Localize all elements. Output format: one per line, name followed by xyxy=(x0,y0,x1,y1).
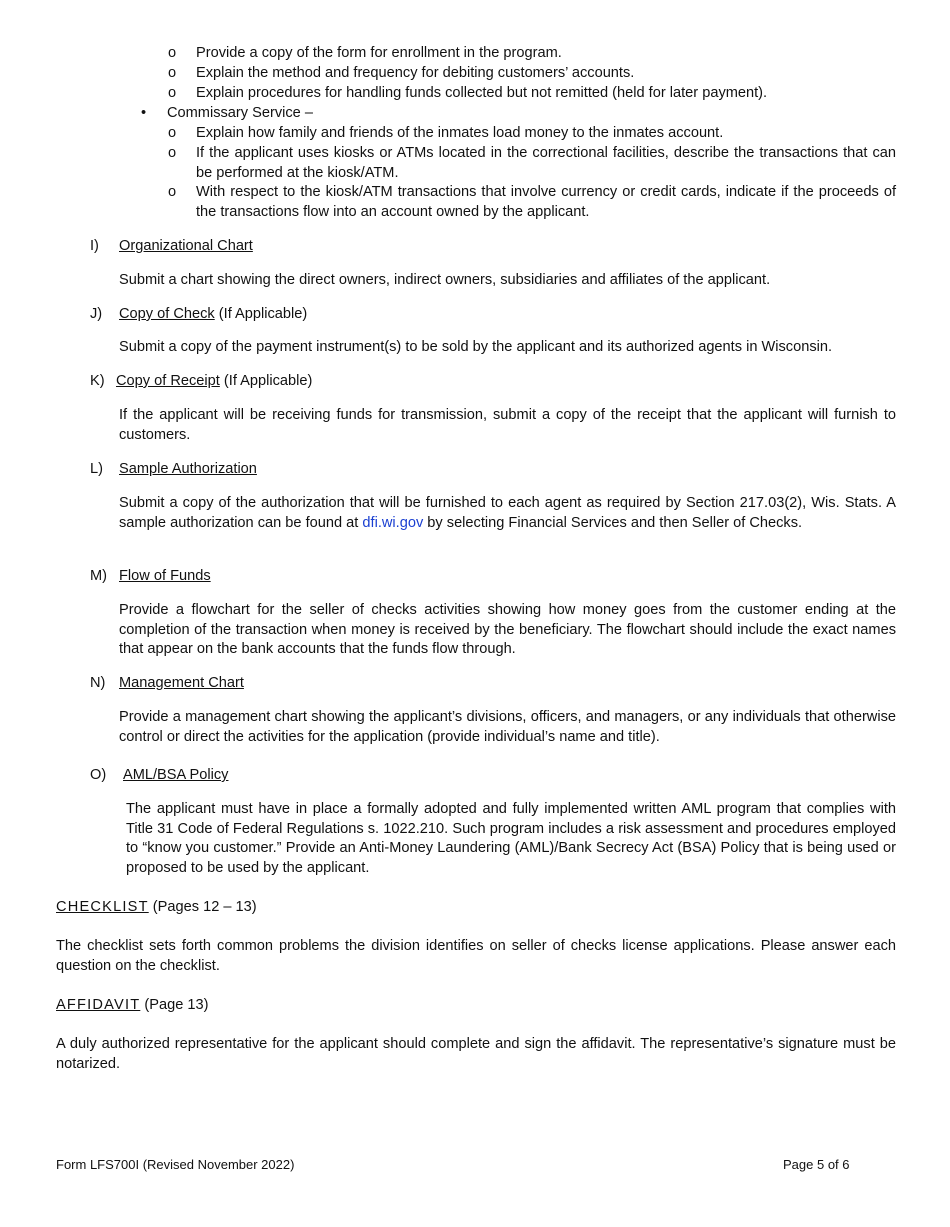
section-title: Organizational Chart xyxy=(119,238,253,254)
section-heading-o xyxy=(90,766,228,786)
section-body-o: The applicant must have in place a formally adopted and fully implemented written AML program that complies with Title 31 Code of Federal Regulations s. 1022.210. Such program includes a risk assessment and procedures employed to “know you customer.” Provide an Anti-Money Laundering (AML)/Bank Secrecy Act (BSA) Policy that is being used or proposed to be used by the applicant. xyxy=(126,801,896,876)
footer-page-number: Page 5 of 6 xyxy=(783,1157,850,1172)
section-title: Flow of Funds xyxy=(119,568,211,584)
footer-form-number: Form LFS700I (Revised November 2022) xyxy=(56,1157,295,1172)
sub-marker: o xyxy=(168,184,177,200)
section-body-text: Submit a copy of the authorization that will be furnished to each agent as required by Section 217.03(2), Wis. Stats. A sample authorization can be found at xyxy=(119,495,896,531)
section-letter: M) xyxy=(90,568,108,584)
commissary-item xyxy=(168,144,896,183)
enrollment-item xyxy=(168,44,896,64)
sub-marker: o xyxy=(168,125,177,141)
commissary-item-text: With respect to the kiosk/ATM transactions that involve currency or credit cards, indicate if the proceeds of the transactions flow into an account owned by the applicant. xyxy=(196,184,896,220)
commissary-bullet xyxy=(141,104,313,124)
section-body-i: Submit a chart showing the direct owners, indirect owners, subsidiaries and affiliates of the applicant. xyxy=(119,272,771,288)
section-letter: O) xyxy=(90,767,107,783)
section-heading-j xyxy=(90,305,307,325)
section-note: (If Applicable) xyxy=(218,306,308,322)
section-title: Copy of Receipt xyxy=(116,373,220,389)
section-letter: N) xyxy=(90,675,106,691)
dfi-link[interactable]: dfi.wi.gov xyxy=(362,514,424,531)
enrollment-item-text: Explain procedures for handling funds collected but not remitted (held for later payment). xyxy=(196,85,768,101)
commissary-item-text: If the applicant uses kiosks or ATMs located in the correctional facilities, describe the transactions that can be performed at the kiosk/ATM. xyxy=(196,145,896,181)
checklist-heading xyxy=(56,898,257,918)
enrollment-item-text: Provide a copy of the form for enrollment in the program. xyxy=(196,45,562,61)
section-letter: J) xyxy=(90,306,103,322)
section-body-j: Submit a copy of the payment instrument(s) to be sold by the applicant and its authorized agents in Wisconsin. xyxy=(119,339,833,355)
checklist-body: The checklist sets forth common problems the division identifies on seller of checks license applications. Please answer each question on the checklist. xyxy=(56,938,896,974)
section-heading-l xyxy=(90,460,257,480)
checklist-pages: (Pages 12 – 13) xyxy=(152,899,257,915)
enrollment-item-text: Explain the method and frequency for debiting customers’ accounts. xyxy=(196,65,635,81)
section-title: Management Chart xyxy=(119,675,244,691)
affidavit-body: A duly authorized representative for the applicant should complete and sign the affidavit. The representative’s signature must be notarized. xyxy=(56,1036,896,1072)
section-body-k: If the applicant will be receiving funds for transmission, submit a copy of the receipt that the applicant will furnish to customers. xyxy=(119,407,896,443)
section-heading-i xyxy=(90,237,253,257)
sub-marker: o xyxy=(168,85,177,101)
commissary-label: Commissary Service – xyxy=(167,105,313,121)
sub-marker: o xyxy=(168,45,177,61)
section-letter: K) xyxy=(90,373,105,389)
section-letter: I) xyxy=(90,238,99,254)
section-body-text: by selecting Financial Services and then Seller of Checks. xyxy=(423,514,803,531)
section-heading-k xyxy=(90,372,312,392)
commissary-item-text: Explain how family and friends of the inmates load money to the inmates account. xyxy=(196,125,724,141)
enrollment-item xyxy=(168,84,896,104)
affidavit-pages: (Page 13) xyxy=(144,997,209,1013)
section-title: Copy of Check xyxy=(119,306,215,322)
section-body-m: Provide a flowchart for the seller of checks activities showing how money goes from the customer ending at the completion of the transaction when money is received by the beneficiary. The flowchart should include the exact names that appear on the bank accounts that the funds flow through. xyxy=(119,602,896,658)
affidavit-heading xyxy=(56,996,208,1016)
section-body-l xyxy=(119,494,896,533)
sub-marker: o xyxy=(168,65,177,81)
checklist-title: CHECKLIST xyxy=(56,899,149,915)
section-title: Sample Authorization xyxy=(119,461,257,477)
sub-marker: o xyxy=(168,145,177,161)
section-heading-n xyxy=(90,674,244,694)
section-title: AML/BSA Policy xyxy=(123,767,229,783)
section-note: (If Applicable) xyxy=(223,373,313,389)
section-letter: L) xyxy=(90,461,103,477)
bullet-marker: • xyxy=(141,105,147,121)
affidavit-title: AFFIDAVIT xyxy=(56,997,141,1013)
section-body-n: Provide a management chart showing the applicant’s divisions, officers, and managers, or any individuals that otherwise control or direct the activities for the application (provide individual’s name and title). xyxy=(119,709,896,745)
section-heading-m xyxy=(90,567,211,587)
commissary-item xyxy=(168,183,896,222)
enrollment-item xyxy=(168,64,896,84)
commissary-item xyxy=(168,124,896,144)
